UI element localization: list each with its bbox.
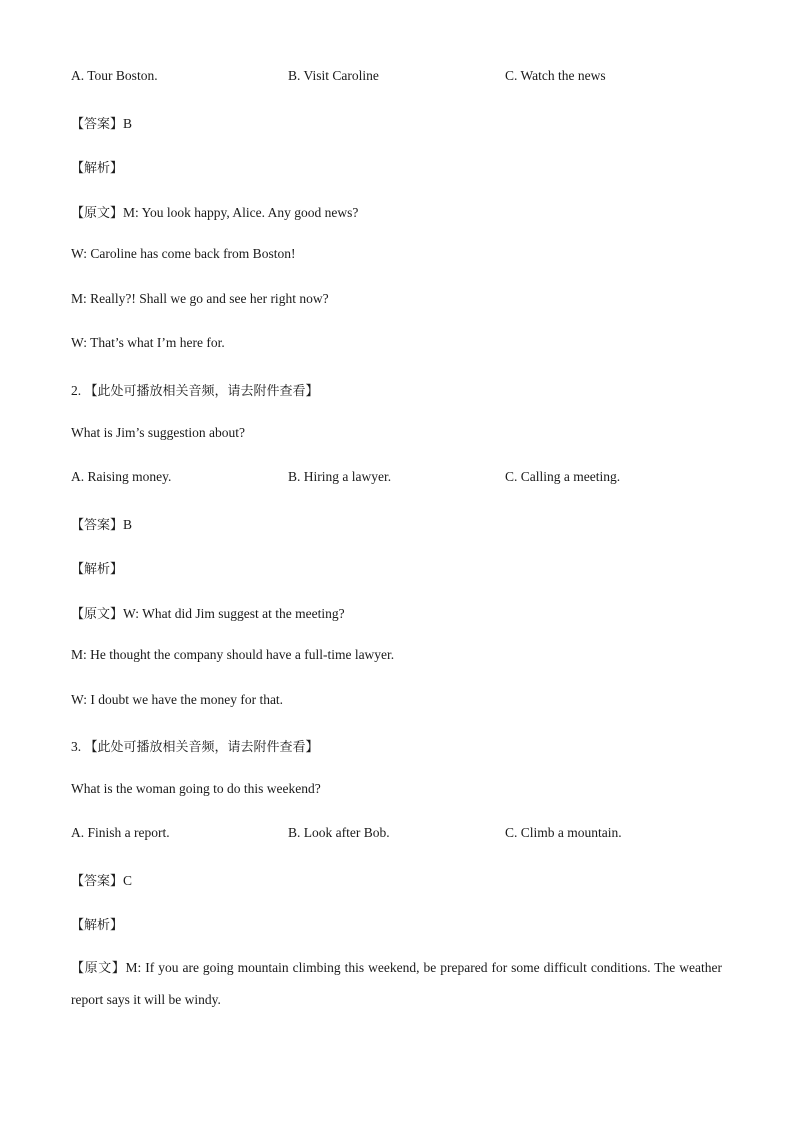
q3-answer [71,870,132,889]
q2-script-line-1 [71,603,345,622]
q1-answer [71,113,132,132]
q2-question: What is Jim’s suggestion about? [71,425,245,440]
q1-script-line-2: W: Caroline has come back from Boston! [71,246,296,261]
q1-option-b: B. Visit Caroline [288,68,379,83]
answer-value: C [123,873,133,888]
q2-answer [71,514,132,533]
q2-script-line-3: W: I doubt we have the money for that. [71,692,284,707]
script-tag: 【原文】 [71,607,124,622]
q1-analysis: 【解析】 [71,161,124,176]
audio-note: 【此处可播放相关音频，请去附件查看】 [84,384,319,399]
question-number: 3. [71,739,82,754]
q3-option-c: C. Climb a mountain. [505,825,622,840]
q3-option-b: B. Look after Bob. [288,825,390,840]
q1-script-line-3: M: Really?! Shall we go and see her right now? [71,291,329,306]
q1-script-line-1 [71,202,358,221]
answer-tag: 【答案】 [71,874,124,889]
script-tag: 【原文】 [71,206,124,221]
q2-option-b: B. Hiring a lawyer. [288,469,392,484]
q2-header [71,380,319,399]
q1-option-a: A. Tour Boston. [71,68,158,83]
answer-tag: 【答案】 [71,518,124,533]
script-text: M: You look happy, Alice. Any good news? [123,205,359,220]
q2-option-a: A. Raising money. [71,469,172,484]
q1-option-c: C. Watch the news [505,68,606,83]
question-number: 2. [71,383,82,398]
q2-option-c: C. Calling a meeting. [505,469,621,484]
script-text: M: If you are going mountain climbing this weekend, be prepared for some difficult conditions. The weather report says it will be windy. [71,960,722,1007]
q3-analysis: 【解析】 [71,918,124,933]
audio-note: 【此处可播放相关音频，请去附件查看】 [84,740,319,755]
script-text: W: What did Jim suggest at the meeting? [123,606,345,621]
q3-option-a: A. Finish a report. [71,825,170,840]
q3-header [71,736,319,755]
q2-analysis: 【解析】 [71,562,124,577]
q1-script-line-4: W: That’s what I’m here for. [71,335,225,350]
answer-tag: 【答案】 [71,117,124,132]
script-tag: 【原文】 [71,961,126,976]
q3-question: What is the woman going to do this weekend? [71,781,321,796]
answer-value: B [123,517,133,532]
q3-script-paragraph [71,952,722,1015]
answer-value: B [123,116,133,131]
q2-script-line-2: M: He thought the company should have a full-time lawyer. [71,647,395,662]
